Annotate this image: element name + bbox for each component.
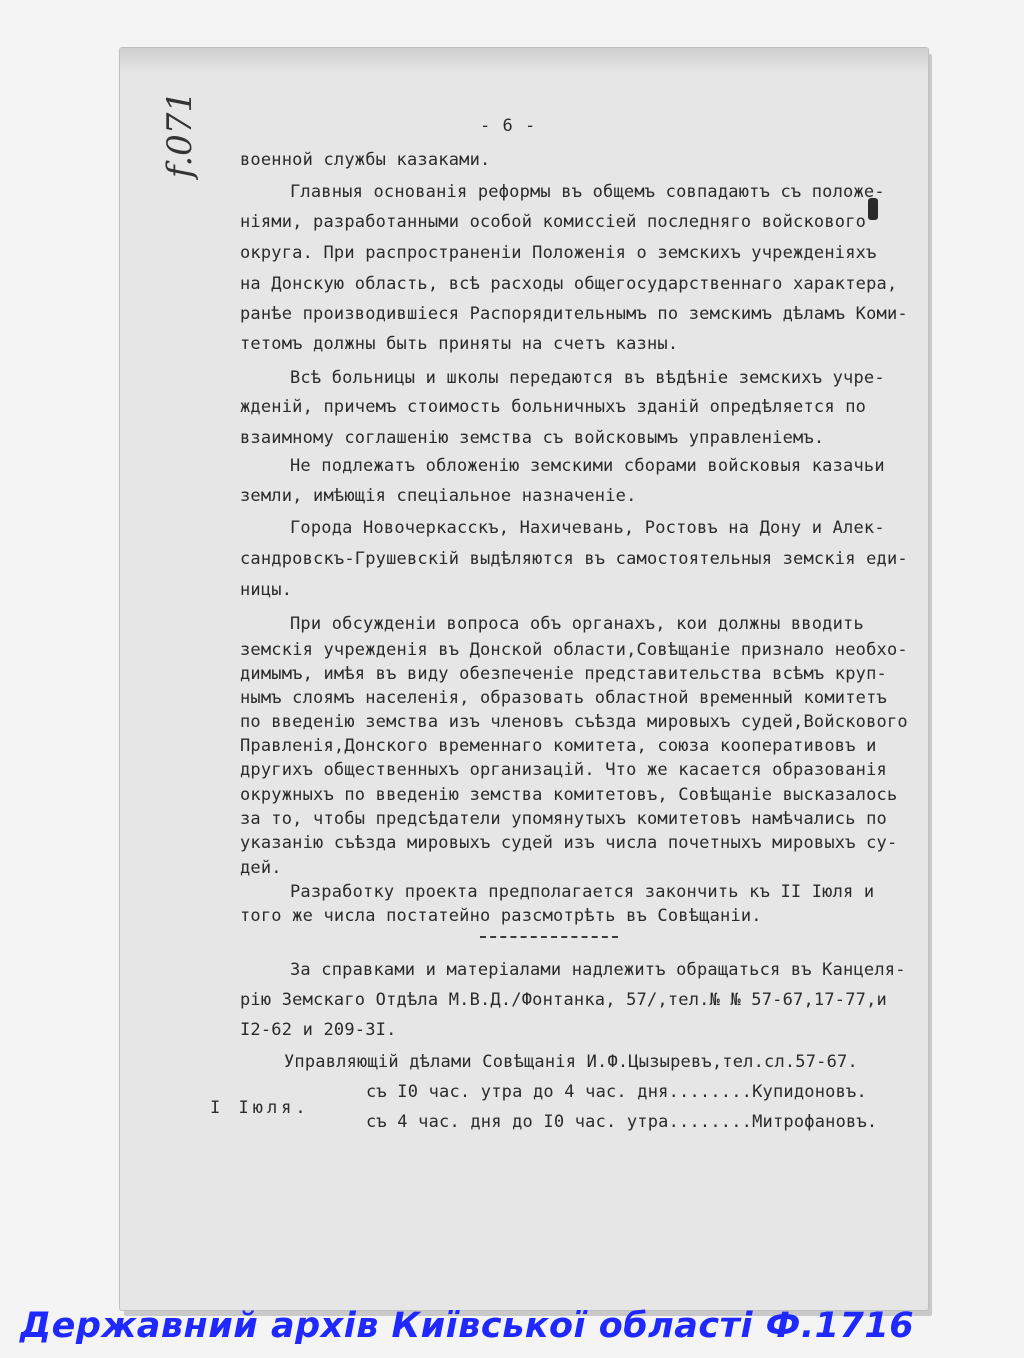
text-line: военной службы казаками. [240, 150, 491, 170]
text-line: округа. При распространеніи Положенія о земскихъ учрежденіяхъ [240, 243, 877, 263]
text-line: за то, чтобы предсѣдатели упомянутыхъ комитетовъ намѣчались по [240, 809, 887, 829]
text-line: жденій, причемъ стоимость больничныхъ зданій опредѣляется по [240, 397, 867, 417]
text-line: Города Новочеркасскъ, Нахичевань, Ростовъ на Дону и Алек- [290, 518, 885, 538]
text-line: земскія учрежденія въ Донской области,Совѣщаніе признало необхо- [240, 640, 908, 660]
text-line: съ 4 час. дня до I0 час. утра........Митрофановъ. [366, 1112, 878, 1132]
text-line: Не подлежатъ обложенію земскими сборами войсковыя казачьи [290, 456, 885, 476]
text-line: ницы. [240, 580, 293, 600]
text-line: на Донскую область, всѣ расходы общегосударственнаго характера, [240, 274, 898, 294]
text-line: Управляющій дѣлами Совѣщанія И.Ф.Цызыревъ,тел.сл.57-67. [284, 1052, 858, 1072]
text-line: съ I0 час. утра до 4 час. дня........Купидоновъ. [366, 1082, 867, 1102]
text-line: земли, имѣющія спеціальное назначеніе. [240, 486, 637, 506]
text-line: окружныхъ по введенію земства комитетовъ, Совѣщаніе высказалось [240, 785, 898, 805]
page-number: - 6 - [480, 116, 537, 136]
text-line: При обсужденіи вопроса объ органахъ, кои должны вводить [290, 614, 864, 634]
text-line: указанію съѣзда мировыхъ судей изъ числа почетныхъ мировыхъ су- [240, 833, 898, 853]
text-line: дей. [240, 858, 282, 878]
text-line: тетомъ должны быть приняты на счетъ казны. [240, 334, 679, 354]
text-line: I2-62 и 209-3I. [240, 1020, 397, 1040]
text-line: ранѣе производившіеся Распорядительнымъ по земскимъ дѣламъ Коми- [240, 304, 908, 324]
text-line: другихъ общественныхъ организацій. Что же касается образованія [240, 760, 887, 780]
archive-folio-mark: f.071 [160, 90, 200, 178]
archive-watermark: Державний архів Київської області Ф.1716 [20, 1306, 915, 1346]
text-line: Правленія,Донского временнаго комитета, союза кооперативовъ и [240, 736, 877, 756]
text-line: За справками и матеріалами надлежитъ обращаться въ Канцеля- [290, 960, 906, 980]
text-line: рію Земскаго Отдѣла М.В.Д./Фонтанка, 57/,тел.№ № 57-67,17-77,и [240, 990, 887, 1010]
text-line: ніями, разработанными особой комиссіей последняго войскового [240, 212, 867, 232]
text-line: нымъ слоямъ населенія, образовать областной временный комитетъ [240, 688, 887, 708]
text-line: сандровскъ-Грушевскій выдѣляются въ самостоятельныя земскія еди- [240, 549, 908, 569]
text-line: Всѣ больницы и школы передаются въ вѣдѣніе земскихъ учре- [290, 368, 885, 388]
text-line: взаимному соглашенію земства съ войсковымъ управленіемъ. [240, 428, 825, 448]
text-line: того же числа постатейно разсмотрѣть въ Совѣщаніи. [240, 906, 762, 926]
section-separator [480, 936, 618, 938]
text-line: Главныя основанія реформы въ общемъ совпадаютъ съ положе- [290, 182, 885, 202]
text-line: Разработку проекта предполагается закончить къ II Іюля и [290, 882, 875, 902]
text-line: по введенію земства изъ членовъ съѣзда мировыхъ судей,Войскового [240, 712, 908, 732]
duty-date: I Іюля. [210, 1098, 310, 1118]
text-line: димымъ, имѣя въ виду обезпеченіе представительства всѣмъ круп- [240, 664, 887, 684]
